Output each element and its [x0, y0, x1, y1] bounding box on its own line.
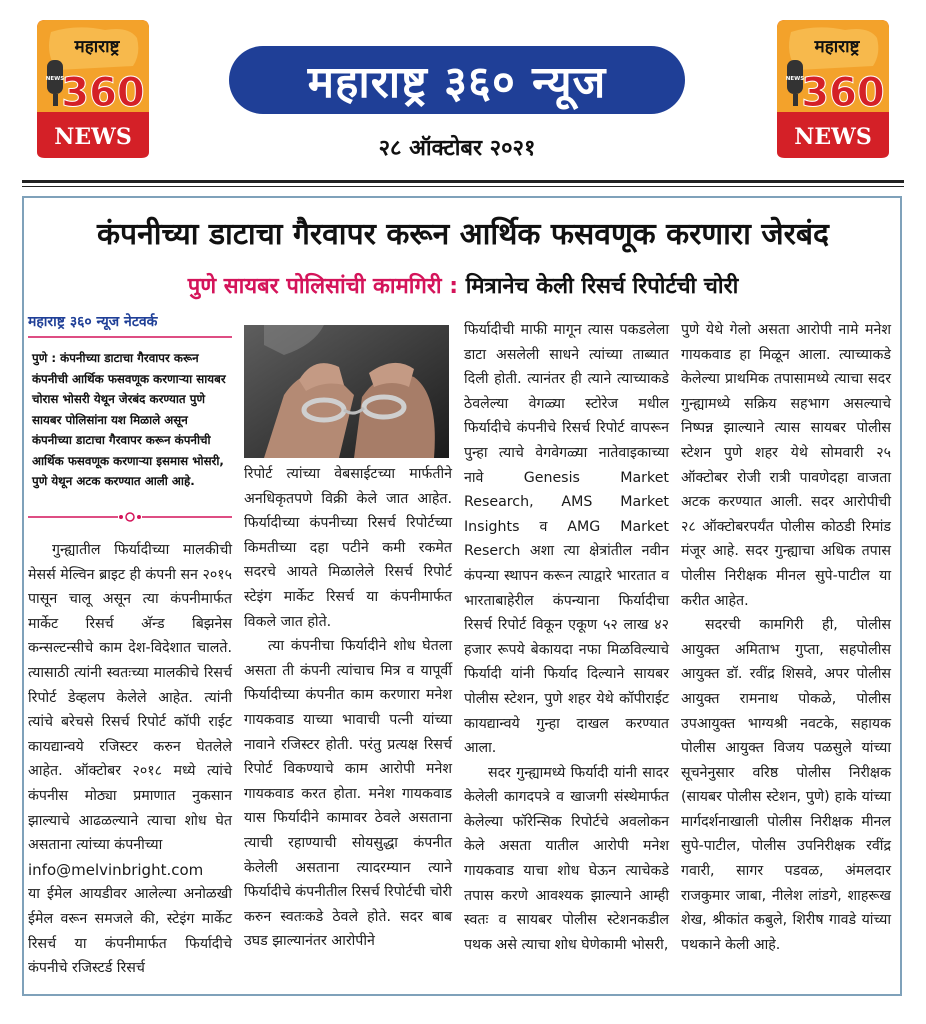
article-summary: पुणे : कंपनीच्या डाटाचा गैरवापर करून कंपनीची आर्थिक फसवणूक करणाऱ्या सायबर चोरास भोसरी येथून जेरबंद करण्यात पुणे सायबर पोलिसांना यश मिळाले असून कंपनीच्या डाटाचा गैरवापर करून कंपनीची आर्थिक फसवणूक करणाऱ्या इसमास भोसरी, पुणे येथून अटक करण्यात आली आहे.	[32, 351, 226, 488]
divider-ornament	[28, 510, 232, 524]
article-headline: कंपनीच्या डाटाचा गैरवापर करून आर्थिक फसवणूक करणारा जेरबंद	[97, 217, 829, 252]
logo-bottom-text: NEWS	[794, 124, 872, 150]
header-rule-thin	[22, 186, 904, 187]
paragraph: या ईमेल आयडीवर आलेल्या अनोळखी ईमेल वरून समजले की, स्टेइंग मार्केट रिसर्च या कंपनीमार्फत फिर्यादीचे कंपनीचे रजिस्टर्ड रिसर्च	[28, 886, 232, 977]
maharashtra-360-news-logo-right	[777, 20, 889, 158]
article-column-1	[28, 538, 232, 981]
logo-bottom-text: NEWS	[54, 124, 132, 150]
logo-top-text: महाराष्ट्र	[74, 37, 120, 57]
paragraph: पुणे येथे गेलो असता आरोपी नामे मनेश गायकवाड हा मिळून आला. त्याच्याकडे केलेल्या प्राथमिक तपासामध्ये त्याचा सदर गुन्ह्यामध्ये सक्रिय सहभाग असल्याचे निष्पन्न झाल्याने त्यास सायबर पोलीस स्टेशन पुणे शहर येथे सोमवारी २५ ऑक्टोबर रोजी रात्री पावणेदहा वाजता अटक करण्यात आली. सदर आरोपीची २८ ऑक्टोबरपर्यंत पोलीस कोठडी रिमांड मंजूर आहे. सदर गुन्ह्याचा अधिक तपास पोलीस निरीक्षक मीनल सुपे-पाटील या करीत आहेत.	[681, 322, 891, 609]
logo-number: 360	[801, 70, 885, 116]
subhead-highlight: पुणे सायबर पोलिसांची कामगिरी :	[187, 274, 459, 299]
paragraph: सदर गुन्ह्यामध्ये फिर्यादी यांनी सादर केलेली कागदपत्रे व खाजगी संस्थेमार्फत केलेल्या फॉरेन्सिक रिपोर्टचे अवलोकन केले असता यातील आरोपी मनेश गायकवाड याचा शोध घेऊन त्याचेकडे तपास करणे आवश्यक झाल्याने आम्ही स्वतः व सायबर पोलीस स्टेशनकडील पथक असे त्याचा शोध घेणेकामी भोसरी,	[464, 764, 669, 953]
subhead-text: मित्रानेच केली रिसर्च रिपोर्टची चोरी	[465, 274, 739, 299]
divider-ornament	[28, 330, 232, 344]
logo-mic-label: NEWS	[45, 76, 65, 82]
article-subhead	[22, 270, 904, 300]
masthead-title: महाराष्ट्र ३६० न्यूज	[229, 46, 685, 114]
paragraph: फिर्यादीची माफी मागून त्यास पकडलेला डाटा असलेली साधने त्यांच्या ताब्यात दिली होती. त्यानंतर ही त्याने त्याच्याकडे ठेवलेल्या वेगळ्या स्टोरेज मधील फिर्यादीचे कंपनीचे रिसर्च रिपोर्ट वापरून पुन्हा त्याचे वेगवेगळ्या नातेवाइकाच्या नावे Genesis Market Research, AMS Market Insights व AMG Market Reserch अशा त्या क्षेत्रांतील नवीन कंपन्या स्थापन करून त्याद्वारे भारतात व भारताबाहेरील कंपन्याना फिर्यादीचा रिसर्च रिपोर्ट विकून एकूण ५२ लाख ४२ हजार रूपये बेकायदा नफा मिळविल्याचे फिर्यादी यांनी फिर्याद दिल्याने सायबर पोलीस स्टेशन, पुणे शहर येथे कॉपीराईट कायद्यान्वये गुन्हा दाखल करण्यात आला.	[464, 322, 669, 757]
header-rule	[22, 180, 904, 183]
logo-mic-label: NEWS	[785, 76, 805, 82]
handcuffed-hands-photo	[244, 325, 449, 458]
article-column-4	[681, 318, 891, 957]
article-column-3	[464, 318, 669, 957]
logo-top-text: महाराष्ट्र	[814, 37, 860, 57]
paragraph: रिपोर्ट त्यांच्या वेबसाईटच्या मार्फतीने अनधिकृतपणे विक्री केले जात आहेत. फिर्यादीच्या कंपनीच्या रिसर्च रिपोर्टच्या किमतीच्या दहा पटीने कमी रकमेत सदरचे आयते मिळालेले रिसर्च रिपोर्ट स्टेइंग मार्केट रिसर्च या कंपनीमार्फत विकले जात होते.	[244, 466, 452, 630]
logo-number: 360	[61, 70, 145, 116]
maharashtra-360-news-logo	[37, 20, 149, 158]
paragraph: सदरची कामगिरी ही, पोलीस आयुक्त अमिताभ गुप्ता, सहपोलीस आयुक्त डॉ. रवींद्र शिसवे, अपर पोलीस आयुक्त रामनाथ पोकळे, पोलीस उपआयुक्त भाग्यश्री नवटके, सहायक पोलीस आयुक्त विजय पळसुले यांच्या सूचनेनुसार वरिष्ठ पोलीस निरीक्षक (सायबर पोलीस स्टेशन, पुणे) हाके यांच्या मार्गदर्शनाखाली पोलीस निरीक्षक मीनल सुपे-पाटील, पोलीस उपनिरीक्षक रवींद्र गवारी, सागर पडवळ, अंमलदार राजकुमार जाबा, नीलेश लांडगे, शाहरूख शेख, श्रीकांत कबुले, शिरीष गावडे यांच्या पथकाने केली आहे.	[681, 617, 891, 953]
paragraph: त्या कंपनीचा फिर्यादीने शोध घेतला असता ती कंपनी त्यांचाच मित्र व यापूर्वी फिर्यादीच्या कंपनीत काम करणारा मनेश गायकवाड याच्या भावाची पत्नी यांच्या नावाने रजिस्टर होती. परंतु प्रत्यक्ष रिसर्च रिपोर्ट विकण्याचे काम आरोपी मनेश गायकवाड करत होता. मनेश गायकवाड यास फिर्यादीने कामावर ठेवले असताना त्याची रहाण्याची सोयसुद्धा कंपनीत केलेली असताना त्यादरम्यान त्याने फिर्यादीचे कंपनीतील रिसर्च रिपोर्टची चोरी करुन स्वतःकडे ठेवले होते. सदर बाब उघड झाल्यानंतर आरोपीने	[244, 638, 452, 950]
byline: महाराष्ट्र ३६० न्यूज नेटवर्क	[28, 314, 158, 330]
article-column-2	[244, 462, 452, 954]
email-address: info@melvinbright.com	[28, 860, 204, 879]
publication-date: २८ ऑक्टोबर २०२१	[378, 136, 536, 161]
paragraph: गुन्ह्यातील फिर्यादीच्या मालकीची मेसर्स मेल्विन ब्राइट ही कंपनी सन २०१५ पासून चालू असून त्या कंपनीमार्फत मार्केट रिसर्च अ‍ॅन्ड बिझनेस कन्सल्टन्सीचे काम देश-विदेशात चालते. त्यासाठी त्यांनी स्वतःच्या मालकीचे रिसर्च रिपोर्ट डेव्हलप केलेले आहेत. त्यांनी त्यांचे बरेचसे रिसर्च रिपोर्ट कॉपी राईट कायद्यान्वये रजिस्टर करुन घेतलेले आहेत. ऑक्टोबर २०१८ मध्ये त्यांचे कंपनीस मोठ्या प्रमाणात नुकसान झाल्याचे आढळल्याने त्याचा शोध घेत असताना त्यांच्या कंपनीच्या	[28, 542, 232, 854]
